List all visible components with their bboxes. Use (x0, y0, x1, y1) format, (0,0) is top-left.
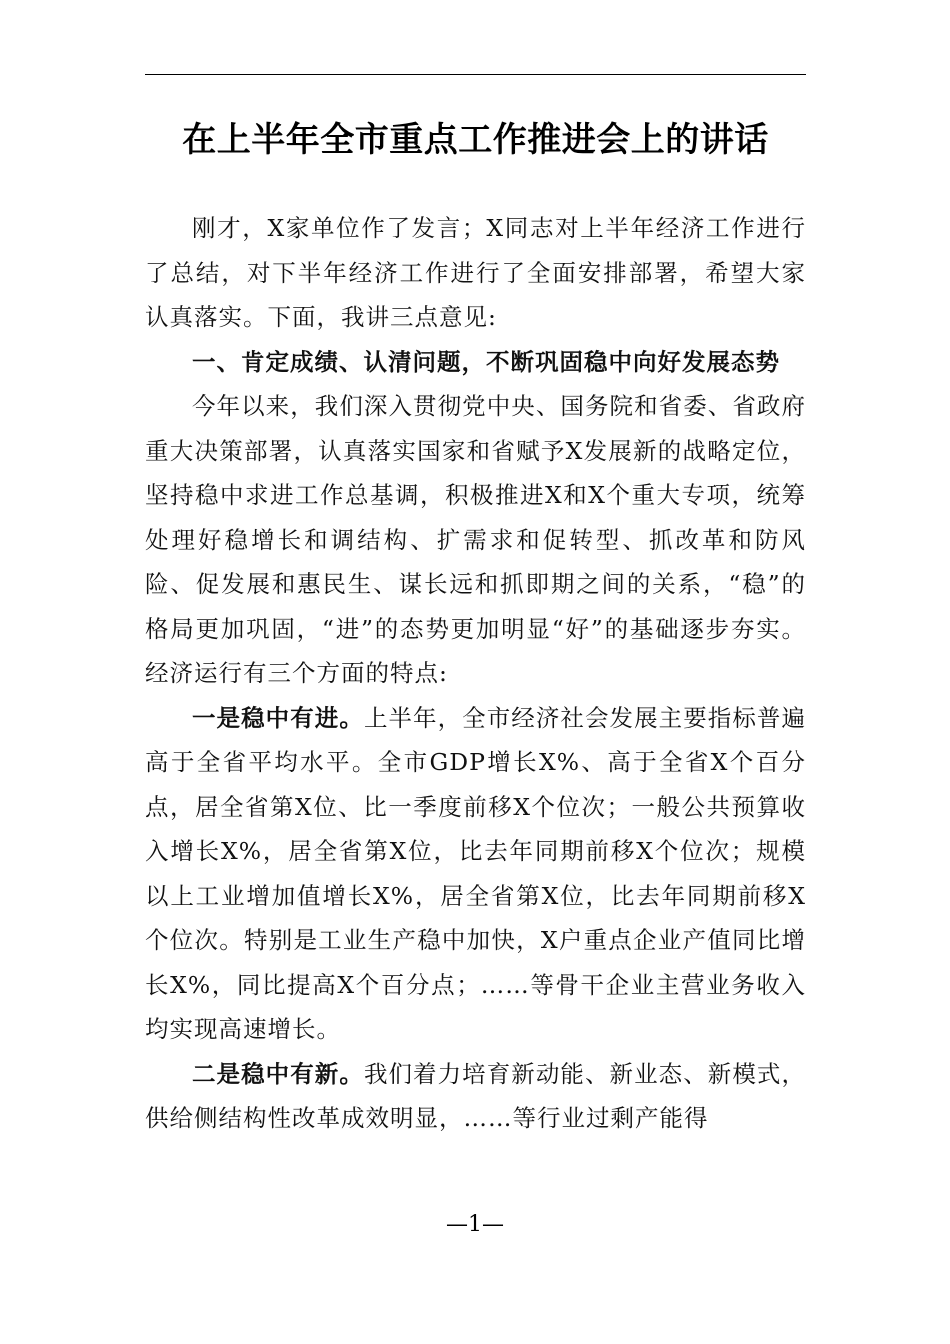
point-2-text: 我们着力培育新动能、新业态、新模式，供给侧结构性改革成效明显，……等行业过剩产能得 (145, 1059, 806, 1132)
point-1-text: 上半年，全市经济社会发展主要指标普遍高于全省平均水平。全市GDP增长X%、高于全省X个百分点，居全省第X位、比一季度前移X个位次；一般公共预算收入增长X%，居全省第X位，比去年同期前移X个位次；规模以上工业增加值增长X%，居全省第X位，比去年同期前移X个位次。特别是工业生产稳中加快，X户重点企业产值同比增长X%，同比提高X个百分点；……等骨干企业主营业务收入均实现高速增长。 (145, 703, 806, 1043)
document-body (145, 206, 806, 1141)
section-heading-1: 一、肯定成绩、认清问题，不断巩固稳中向好发展态势 (192, 347, 780, 376)
page-title: 在上半年全市重点工作推进会上的讲话 (182, 120, 769, 160)
section-1-paragraph: 今年以来，我们深入贯彻党中央、国务院和省委、省政府重大决策部署，认真落实国家和省赋予X发展新的战略定位，坚持稳中求进工作总基调，积极推进X和X个重大专项，统筹处理好稳增长和调结构、扩需求和促转型、抓改革和防风险、促发展和惠民生、谋长远和抓即期之间的关系，“稳”的格局更加巩固，“进”的态势更加明显“好”的基础逐步夯实。经济运行有三个方面的特点: (145, 392, 806, 687)
point-1-paragraph (145, 696, 806, 1052)
point-2-paragraph (145, 1052, 806, 1141)
point-1-lead: 一是稳中有进。 (192, 703, 364, 732)
intro-paragraph: 刚才，X家单位作了发言；X同志对上半年经济工作进行了总结，对下半年经济工作进行了全面安排部署，希望大家认真落实。下面，我讲三点意见: (145, 214, 806, 331)
header-rule (145, 74, 806, 75)
page-number: —1— (446, 1212, 504, 1237)
point-2-lead: 二是稳中有新。 (192, 1059, 364, 1088)
